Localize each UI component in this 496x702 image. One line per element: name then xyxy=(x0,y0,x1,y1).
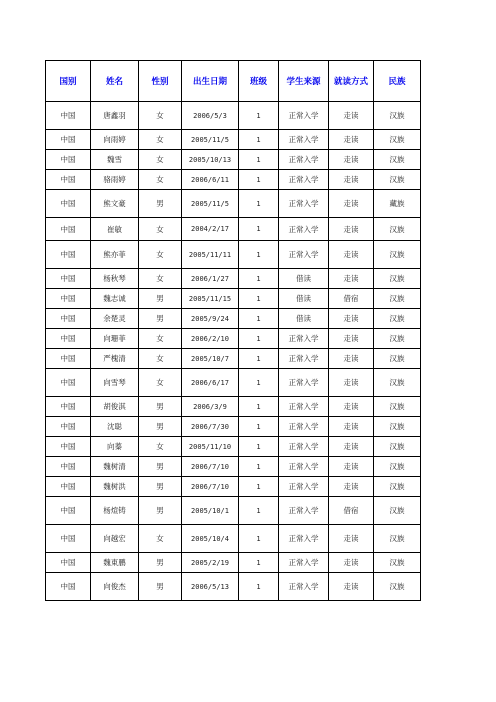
class-cell: 1 xyxy=(239,437,279,457)
name-cell: 熊文豪 xyxy=(91,190,139,218)
gender-cell: 男 xyxy=(139,397,182,417)
name-cell: 沈聪 xyxy=(91,417,139,437)
name-cell: 熊亦菲 xyxy=(91,241,139,269)
class-cell: 1 xyxy=(239,477,279,497)
nationality-cell: 中国 xyxy=(46,417,91,437)
name-cell: 向俊杰 xyxy=(91,573,139,601)
nationality-cell: 中国 xyxy=(46,369,91,397)
nationality-cell: 中国 xyxy=(46,349,91,369)
class-cell: 1 xyxy=(239,241,279,269)
nationality-cell: 中国 xyxy=(46,218,91,241)
class-cell: 1 xyxy=(239,417,279,437)
name-cell: 向越宏 xyxy=(91,525,139,553)
student-source-cell: 正常入学 xyxy=(279,190,329,218)
birth-date-cell: 2005/10/1 xyxy=(182,497,239,525)
name-cell: 向蓁 xyxy=(91,437,139,457)
table-row xyxy=(46,329,421,349)
student-source-cell: 正常入学 xyxy=(279,477,329,497)
table-row xyxy=(46,497,421,525)
table-row xyxy=(46,150,421,170)
ethnicity-cell: 汉族 xyxy=(374,437,421,457)
name-cell: 魏東鹏 xyxy=(91,553,139,573)
ethnicity-cell: 汉族 xyxy=(374,369,421,397)
gender-cell: 女 xyxy=(139,369,182,397)
name-cell: 骆雨婷 xyxy=(91,170,139,190)
birth-date-cell: 2006/5/13 xyxy=(182,573,239,601)
student-source-cell: 正常入学 xyxy=(279,525,329,553)
nationality-cell: 中国 xyxy=(46,241,91,269)
student-source-cell: 正常入学 xyxy=(279,218,329,241)
header-student-source: 学生来源 xyxy=(279,61,329,102)
name-cell: 崔敏 xyxy=(91,218,139,241)
birth-date-cell: 2005/11/5 xyxy=(182,130,239,150)
student-source-cell: 正常入学 xyxy=(279,437,329,457)
gender-cell: 男 xyxy=(139,553,182,573)
student-source-cell: 正常入学 xyxy=(279,241,329,269)
ethnicity-cell: 汉族 xyxy=(374,477,421,497)
table-row xyxy=(46,170,421,190)
class-cell: 1 xyxy=(239,309,279,329)
name-cell: 唐鑫羽 xyxy=(91,102,139,130)
table-row xyxy=(46,369,421,397)
name-cell: 向雨婷 xyxy=(91,130,139,150)
study-mode-cell: 借宿 xyxy=(329,497,374,525)
gender-cell: 女 xyxy=(139,437,182,457)
ethnicity-cell: 汉族 xyxy=(374,573,421,601)
gender-cell: 女 xyxy=(139,349,182,369)
birth-date-cell: 2004/2/17 xyxy=(182,218,239,241)
student-source-cell: 正常入学 xyxy=(279,329,329,349)
header-birth-date: 出生日期 xyxy=(182,61,239,102)
birth-date-cell: 2006/2/10 xyxy=(182,329,239,349)
name-cell: 魏树清 xyxy=(91,457,139,477)
gender-cell: 女 xyxy=(139,329,182,349)
class-cell: 1 xyxy=(239,497,279,525)
class-cell: 1 xyxy=(239,369,279,397)
table-row xyxy=(46,397,421,417)
birth-date-cell: 2005/11/11 xyxy=(182,241,239,269)
nationality-cell: 中国 xyxy=(46,397,91,417)
nationality-cell: 中国 xyxy=(46,190,91,218)
study-mode-cell: 借宿 xyxy=(329,289,374,309)
ethnicity-cell: 汉族 xyxy=(374,349,421,369)
gender-cell: 女 xyxy=(139,102,182,130)
ethnicity-cell: 汉族 xyxy=(374,150,421,170)
ethnicity-cell: 汉族 xyxy=(374,553,421,573)
study-mode-cell: 走读 xyxy=(329,477,374,497)
ethnicity-cell: 汉族 xyxy=(374,269,421,289)
student-source-cell: 正常入学 xyxy=(279,349,329,369)
class-cell: 1 xyxy=(239,190,279,218)
gender-cell: 男 xyxy=(139,457,182,477)
header-nationality: 国别 xyxy=(46,61,91,102)
gender-cell: 男 xyxy=(139,417,182,437)
table-row xyxy=(46,349,421,369)
name-cell: 杨秋琴 xyxy=(91,269,139,289)
name-cell: 余楚灵 xyxy=(91,309,139,329)
ethnicity-cell: 汉族 xyxy=(374,289,421,309)
student-source-cell: 正常入学 xyxy=(279,102,329,130)
header-study-mode: 就读方式 xyxy=(329,61,374,102)
name-cell: 魏雪 xyxy=(91,150,139,170)
student-source-cell: 正常入学 xyxy=(279,397,329,417)
study-mode-cell: 走读 xyxy=(329,457,374,477)
table-row xyxy=(46,269,421,289)
ethnicity-cell: 汉族 xyxy=(374,170,421,190)
birth-date-cell: 2005/9/24 xyxy=(182,309,239,329)
gender-cell: 女 xyxy=(139,170,182,190)
birth-date-cell: 2006/7/10 xyxy=(182,457,239,477)
nationality-cell: 中国 xyxy=(46,130,91,150)
ethnicity-cell: 汉族 xyxy=(374,457,421,477)
birth-date-cell: 2006/3/9 xyxy=(182,397,239,417)
table-row xyxy=(46,573,421,601)
class-cell: 1 xyxy=(239,218,279,241)
student-source-cell: 正常入学 xyxy=(279,497,329,525)
header-class: 班级 xyxy=(239,61,279,102)
name-cell: 杨煊铸 xyxy=(91,497,139,525)
student-source-cell: 正常入学 xyxy=(279,417,329,437)
student-source-cell: 借读 xyxy=(279,269,329,289)
class-cell: 1 xyxy=(239,150,279,170)
study-mode-cell: 走读 xyxy=(329,573,374,601)
study-mode-cell: 走读 xyxy=(329,102,374,130)
birth-date-cell: 2006/7/10 xyxy=(182,477,239,497)
ethnicity-cell: 汉族 xyxy=(374,525,421,553)
table-row xyxy=(46,477,421,497)
name-cell: 向珊菲 xyxy=(91,329,139,349)
class-cell: 1 xyxy=(239,397,279,417)
name-cell: 魏志诚 xyxy=(91,289,139,309)
study-mode-cell: 走读 xyxy=(329,130,374,150)
student-source-cell: 正常入学 xyxy=(279,170,329,190)
nationality-cell: 中国 xyxy=(46,329,91,349)
header-gender: 性别 xyxy=(139,61,182,102)
study-mode-cell: 走读 xyxy=(329,170,374,190)
study-mode-cell: 走读 xyxy=(329,525,374,553)
student-source-cell: 正常入学 xyxy=(279,457,329,477)
roster-body xyxy=(46,102,421,601)
birth-date-cell: 2005/10/7 xyxy=(182,349,239,369)
nationality-cell: 中国 xyxy=(46,102,91,130)
gender-cell: 女 xyxy=(139,525,182,553)
ethnicity-cell: 汉族 xyxy=(374,417,421,437)
study-mode-cell: 走读 xyxy=(329,269,374,289)
table-row xyxy=(46,289,421,309)
ethnicity-cell: 汉族 xyxy=(374,309,421,329)
study-mode-cell: 走读 xyxy=(329,417,374,437)
name-cell: 魏树洪 xyxy=(91,477,139,497)
class-cell: 1 xyxy=(239,289,279,309)
nationality-cell: 中国 xyxy=(46,477,91,497)
study-mode-cell: 走读 xyxy=(329,241,374,269)
table-row xyxy=(46,190,421,218)
ethnicity-cell: 藏族 xyxy=(374,190,421,218)
student-source-cell: 正常入学 xyxy=(279,150,329,170)
name-cell: 胡俊淇 xyxy=(91,397,139,417)
ethnicity-cell: 汉族 xyxy=(374,241,421,269)
gender-cell: 女 xyxy=(139,241,182,269)
nationality-cell: 中国 xyxy=(46,150,91,170)
name-cell: 严槐清 xyxy=(91,349,139,369)
student-source-cell: 借读 xyxy=(279,289,329,309)
study-mode-cell: 走读 xyxy=(329,553,374,573)
study-mode-cell: 走读 xyxy=(329,369,374,397)
study-mode-cell: 走读 xyxy=(329,349,374,369)
study-mode-cell: 走读 xyxy=(329,329,374,349)
gender-cell: 男 xyxy=(139,289,182,309)
class-cell: 1 xyxy=(239,170,279,190)
gender-cell: 男 xyxy=(139,573,182,601)
student-roster-table xyxy=(45,60,421,601)
study-mode-cell: 走读 xyxy=(329,150,374,170)
class-cell: 1 xyxy=(239,457,279,477)
nationality-cell: 中国 xyxy=(46,269,91,289)
ethnicity-cell: 汉族 xyxy=(374,218,421,241)
ethnicity-cell: 汉族 xyxy=(374,397,421,417)
gender-cell: 男 xyxy=(139,497,182,525)
birth-date-cell: 2005/11/5 xyxy=(182,190,239,218)
student-source-cell: 正常入学 xyxy=(279,369,329,397)
ethnicity-cell: 汉族 xyxy=(374,497,421,525)
birth-date-cell: 2006/1/27 xyxy=(182,269,239,289)
nationality-cell: 中国 xyxy=(46,497,91,525)
nationality-cell: 中国 xyxy=(46,573,91,601)
name-cell: 向雪琴 xyxy=(91,369,139,397)
nationality-cell: 中国 xyxy=(46,289,91,309)
study-mode-cell: 走读 xyxy=(329,397,374,417)
class-cell: 1 xyxy=(239,269,279,289)
table-row xyxy=(46,102,421,130)
header-row xyxy=(46,61,421,102)
ethnicity-cell: 汉族 xyxy=(374,130,421,150)
study-mode-cell: 走读 xyxy=(329,218,374,241)
birth-date-cell: 2005/10/4 xyxy=(182,525,239,553)
nationality-cell: 中国 xyxy=(46,553,91,573)
student-source-cell: 正常入学 xyxy=(279,130,329,150)
class-cell: 1 xyxy=(239,102,279,130)
table-row xyxy=(46,457,421,477)
birth-date-cell: 2005/11/10 xyxy=(182,437,239,457)
student-source-cell: 借读 xyxy=(279,309,329,329)
nationality-cell: 中国 xyxy=(46,437,91,457)
birth-date-cell: 2006/7/30 xyxy=(182,417,239,437)
table-row xyxy=(46,309,421,329)
ethnicity-cell: 汉族 xyxy=(374,102,421,130)
table-row xyxy=(46,130,421,150)
gender-cell: 男 xyxy=(139,309,182,329)
student-source-cell: 正常入学 xyxy=(279,553,329,573)
table-row xyxy=(46,437,421,457)
gender-cell: 男 xyxy=(139,477,182,497)
ethnicity-cell: 汉族 xyxy=(374,329,421,349)
class-cell: 1 xyxy=(239,329,279,349)
birth-date-cell: 2006/6/17 xyxy=(182,369,239,397)
nationality-cell: 中国 xyxy=(46,309,91,329)
table-row xyxy=(46,525,421,553)
nationality-cell: 中国 xyxy=(46,457,91,477)
study-mode-cell: 走读 xyxy=(329,190,374,218)
header-ethnicity: 民族 xyxy=(374,61,421,102)
birth-date-cell: 2005/10/13 xyxy=(182,150,239,170)
table-row xyxy=(46,553,421,573)
birth-date-cell: 2006/5/3 xyxy=(182,102,239,130)
table-row xyxy=(46,218,421,241)
gender-cell: 男 xyxy=(139,190,182,218)
gender-cell: 女 xyxy=(139,218,182,241)
gender-cell: 女 xyxy=(139,150,182,170)
birth-date-cell: 2006/6/11 xyxy=(182,170,239,190)
gender-cell: 女 xyxy=(139,269,182,289)
nationality-cell: 中国 xyxy=(46,170,91,190)
class-cell: 1 xyxy=(239,525,279,553)
gender-cell: 女 xyxy=(139,130,182,150)
birth-date-cell: 2005/2/19 xyxy=(182,553,239,573)
nationality-cell: 中国 xyxy=(46,525,91,553)
student-source-cell: 正常入学 xyxy=(279,573,329,601)
class-cell: 1 xyxy=(239,553,279,573)
class-cell: 1 xyxy=(239,130,279,150)
class-cell: 1 xyxy=(239,573,279,601)
class-cell: 1 xyxy=(239,349,279,369)
study-mode-cell: 走读 xyxy=(329,309,374,329)
table-row xyxy=(46,241,421,269)
header-name: 姓名 xyxy=(91,61,139,102)
birth-date-cell: 2005/11/15 xyxy=(182,289,239,309)
study-mode-cell: 走读 xyxy=(329,437,374,457)
table-row xyxy=(46,417,421,437)
